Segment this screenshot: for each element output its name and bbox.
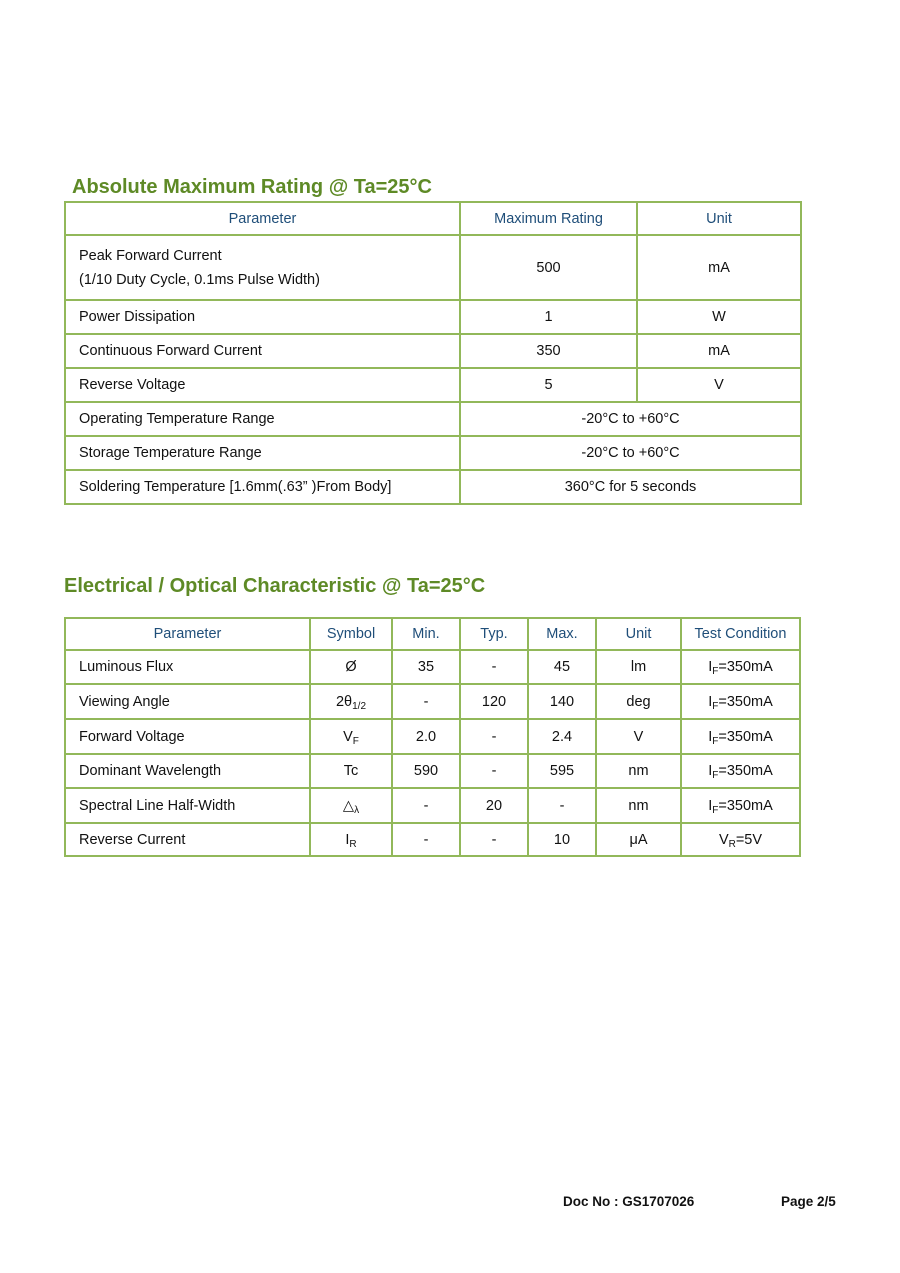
symbol-cell [310, 823, 392, 856]
condition-subscript: F [712, 770, 719, 781]
rating-cell: 5 [460, 368, 637, 402]
symbol-text: I [345, 831, 350, 848]
symbol-text: 2θ [335, 693, 353, 710]
condition-value: =350mA [718, 797, 773, 814]
header-min: Min. [392, 618, 460, 650]
min-cell: 590 [392, 754, 460, 788]
unit-cell: V [637, 368, 801, 402]
parameter-cell: Power Dissipation [65, 300, 460, 334]
header-max: Max. [528, 618, 596, 650]
table-row [65, 368, 801, 402]
unit-cell: W [637, 300, 801, 334]
symbol-subscript: F [352, 735, 359, 747]
condition-value: =350mA [718, 763, 773, 779]
condition-subscript: F [712, 735, 719, 747]
typ-cell: - [460, 719, 528, 754]
unit-cell: nm [596, 754, 681, 788]
symbol-subscript: λ [354, 804, 360, 816]
table-row [65, 684, 800, 719]
condition-value: =350mA [718, 693, 773, 710]
parameter-cell [65, 235, 460, 300]
symbol-subscript: R [349, 838, 357, 850]
elec-char-table [64, 617, 801, 857]
condition-cell [681, 684, 800, 719]
rating-cell: 360°C for 5 seconds [460, 470, 801, 504]
parameter-cell: Continuous Forward Current [65, 334, 460, 368]
condition-cell [681, 754, 800, 788]
table-row [65, 436, 801, 470]
rating-cell: 500 [460, 235, 637, 300]
max-cell: 10 [528, 823, 596, 856]
header-max-rating: Maximum Rating [460, 202, 637, 235]
table-row [65, 788, 800, 823]
condition-subscript: F [712, 666, 719, 677]
parameter-cell: Spectral Line Half-Width [65, 788, 310, 823]
rating-cell: 1 [460, 300, 637, 334]
parameter-line-2: (1/10 Duty Cycle, 0.1ms Pulse Width) [79, 271, 320, 288]
header-symbol: Symbol [310, 618, 392, 650]
rating-cell: -20°C to +60°C [460, 436, 801, 470]
typ-cell: - [460, 823, 528, 856]
table-row [65, 235, 801, 300]
typ-cell: 20 [460, 788, 528, 823]
header-parameter: Parameter [65, 202, 460, 235]
table-row [65, 650, 800, 684]
symbol-text: V [343, 728, 353, 745]
min-cell: - [392, 788, 460, 823]
condition-text: I [708, 728, 713, 745]
unit-cell: mA [637, 235, 801, 300]
table-row [65, 300, 801, 334]
table-row [65, 719, 800, 754]
condition-value: =5V [735, 831, 763, 848]
condition-value: =350mA [718, 659, 773, 675]
header-typ: Typ. [460, 618, 528, 650]
max-cell: 595 [528, 754, 596, 788]
min-cell: - [392, 684, 460, 719]
table-row [65, 823, 800, 856]
symbol-cell [310, 754, 392, 788]
condition-subscript: R [728, 838, 736, 850]
condition-cell [681, 719, 800, 754]
symbol-cell [310, 788, 392, 823]
doc-number: Doc No : GS1707026 [563, 1194, 695, 1209]
unit-cell: μA [596, 823, 681, 856]
parameter-cell: Operating Temperature Range [65, 402, 460, 436]
header-unit: Unit [637, 202, 801, 235]
parameter-cell: Viewing Angle [65, 684, 310, 719]
min-cell: 35 [392, 650, 460, 684]
condition-cell [681, 650, 800, 684]
parameter-line-1: Peak Forward Current [79, 247, 222, 264]
min-cell: 2.0 [392, 719, 460, 754]
condition-cell [681, 823, 800, 856]
unit-cell: deg [596, 684, 681, 719]
table-row [65, 754, 800, 788]
condition-text: I [708, 797, 713, 814]
header-test-condition: Test Condition [681, 618, 800, 650]
rating-cell: -20°C to +60°C [460, 402, 801, 436]
header-parameter: Parameter [65, 618, 310, 650]
max-cell: 45 [528, 650, 596, 684]
table-header-row [65, 618, 800, 650]
unit-cell: mA [637, 334, 801, 368]
parameter-cell: Storage Temperature Range [65, 436, 460, 470]
max-cell: 2.4 [528, 719, 596, 754]
condition-subscript: F [712, 804, 719, 816]
parameter-cell: Forward Voltage [65, 719, 310, 754]
condition-text: V [718, 831, 729, 848]
unit-cell: nm [596, 788, 681, 823]
typ-cell: - [460, 650, 528, 684]
parameter-cell: Luminous Flux [65, 650, 310, 684]
condition-text: I [708, 693, 713, 710]
parameter-cell: Soldering Temperature [1.6mm(.63” )From Body] [65, 470, 460, 504]
parameter-cell: Reverse Voltage [65, 368, 460, 402]
condition-text: I [708, 659, 713, 675]
page-number: Page 2/5 [781, 1194, 836, 1209]
rating-cell: 350 [460, 334, 637, 368]
symbol-text: △ [342, 797, 355, 814]
symbol-cell [310, 684, 392, 719]
symbol-text: Tc [343, 763, 359, 779]
condition-value: =350mA [718, 728, 773, 745]
parameter-cell: Dominant Wavelength [65, 754, 310, 788]
min-cell: - [392, 823, 460, 856]
abs-max-title: Absolute Maximum Rating @ Ta=25°C [72, 176, 432, 198]
max-cell: 140 [528, 684, 596, 719]
parameter-cell: Reverse Current [65, 823, 310, 856]
table-row [65, 470, 801, 504]
table-row [65, 402, 801, 436]
abs-max-table [64, 201, 802, 505]
table-row [65, 334, 801, 368]
elec-char-title: Electrical / Optical Characteristic @ Ta=25°C [64, 575, 486, 597]
max-cell: - [528, 788, 596, 823]
condition-text: I [708, 763, 713, 779]
table-header-row [65, 202, 801, 235]
condition-cell [681, 788, 800, 823]
header-unit: Unit [596, 618, 681, 650]
symbol-cell [310, 650, 392, 684]
unit-cell: lm [596, 650, 681, 684]
typ-cell: - [460, 754, 528, 788]
typ-cell: 120 [460, 684, 528, 719]
condition-subscript: F [712, 700, 719, 712]
symbol-subscript: 1/2 [352, 700, 367, 712]
symbol-cell [310, 719, 392, 754]
unit-cell: V [596, 719, 681, 754]
symbol-text: Ø [345, 659, 357, 675]
